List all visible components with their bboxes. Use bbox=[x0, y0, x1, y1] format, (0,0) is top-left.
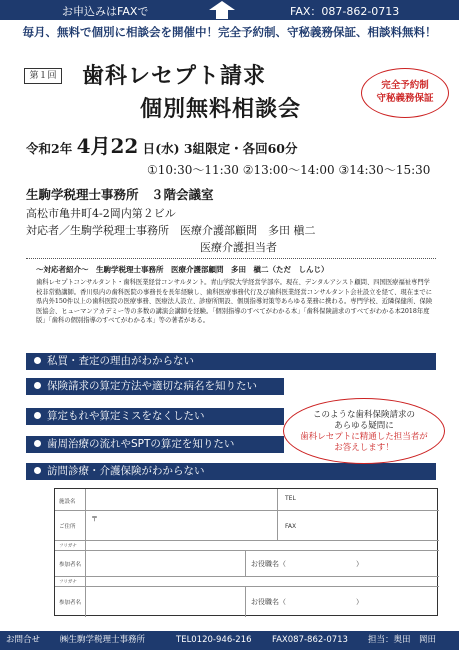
bubble-line-1: このような歯科保険請求の bbox=[312, 410, 415, 420]
stamp-line-1: 完全予約制 bbox=[381, 80, 429, 91]
bullet-icon bbox=[34, 412, 41, 419]
intro-body: 歯科レセプトコンサルタント・歯科医業経営コンサルタント。青山学院大学経営学部卒。現在、デンタルアシスト顧問、四国医療福祉専門学校非常勤講師。香川県内の歯科医院の事務長を長年経験し、歯科医療事務代行及び歯科医業経営コンサルタント会社設立を経て、現在までに県内外150件以上の歯科医院の医療事務、医療法人設立、診療所開設、個別指導対策等あらゆる業務に携わる。専門学校、近隣保健所、保険医協会、ヒューマンアカデミー等の多数の講演会講師を経験。「個別指導のすべてがわかる本」「歯科保険請求のすべてがわかる本2018年度版」「歯科の個別指導のすべてがわかる本」等の著者がある。 bbox=[36, 279, 433, 324]
form-row-participant-1[interactable] bbox=[55, 551, 439, 577]
furigana-label: フリガナ bbox=[59, 544, 77, 549]
bullet-icon bbox=[34, 467, 41, 474]
bullet-icon bbox=[34, 382, 41, 389]
furigana-label: フリガナ bbox=[59, 580, 77, 585]
participant-label: 参加者名 bbox=[59, 600, 82, 606]
issue-label: 訪問診療・介護保険がわからない bbox=[47, 465, 205, 477]
intro-heading: ～対応者紹介～ 生駒学税理士事務所 医療介護部顧問 多田 槇二（ただ しんじ） bbox=[36, 265, 329, 274]
top-bar bbox=[0, 0, 459, 20]
clinic-label: 施設名 bbox=[59, 499, 76, 505]
issue-bar bbox=[26, 463, 436, 480]
issue-bar bbox=[26, 353, 436, 370]
fax-number: FAX：087-862-0713 bbox=[290, 5, 400, 18]
form-column-divider bbox=[245, 587, 246, 617]
address-label: ご住所 bbox=[59, 524, 76, 530]
tel-number[interactable]: TEL0120-946-216 bbox=[176, 635, 252, 645]
date-main: 4月22 bbox=[76, 134, 139, 158]
position-field-1[interactable]: お役職名（ ） bbox=[251, 560, 363, 568]
issue-label: 算定もれや算定ミスをなくしたい bbox=[47, 410, 205, 422]
time-slots: ①10:30～11:30 ②13:00～14:00 ③14:30～15:30 bbox=[147, 163, 431, 177]
apply-by-fax-label: お申込みはFAXで bbox=[62, 5, 149, 18]
form-column-divider bbox=[277, 489, 278, 541]
office-name: ㈱生駒学税理士事務所 bbox=[60, 635, 146, 645]
issue-label: 歯周治療の流れやSPTの算定を知りたい bbox=[47, 438, 235, 450]
form-column-divider bbox=[85, 489, 86, 617]
issue-bar bbox=[26, 408, 284, 425]
tel-label: TEL bbox=[285, 495, 296, 502]
contact-label: お問合せ bbox=[6, 635, 41, 645]
form-row-participant-2[interactable] bbox=[55, 587, 439, 617]
bubble-line-2: あらゆる疑問に bbox=[334, 421, 394, 431]
participant-label: 参加者名 bbox=[59, 562, 82, 568]
promo-banner: 毎月、無料で個別に相談会を開催中！完全予約制、守秘義務保証、相談料無料！ bbox=[22, 25, 437, 39]
position-field-2[interactable]: お役職名（ ） bbox=[251, 598, 363, 606]
fax-application-form bbox=[54, 488, 438, 616]
round-badge: 第１回 bbox=[24, 68, 62, 84]
fax-number-footer[interactable]: FAX087-862-0713 bbox=[272, 635, 348, 645]
postal-mark: 〒 bbox=[91, 515, 98, 523]
responder: 対応者／生駒学税理士事務所 医療介護部顧問 多田 槇二 bbox=[26, 224, 316, 237]
date-prefix: 令和2年 bbox=[26, 141, 73, 156]
fax-label: FAX bbox=[285, 523, 297, 530]
bubble-line-3: 歯科レセプトに精通した担当者が bbox=[300, 432, 428, 442]
bullet-icon bbox=[34, 357, 41, 364]
responder-sub: 医療介護担当者 bbox=[200, 241, 277, 254]
form-row-furigana-2[interactable] bbox=[55, 577, 439, 587]
issue-bar bbox=[26, 378, 284, 395]
bullet-icon bbox=[34, 440, 41, 447]
form-row-furigana-1[interactable] bbox=[55, 541, 439, 551]
arrow-up-icon bbox=[208, 0, 236, 20]
form-row-clinic[interactable] bbox=[55, 489, 439, 511]
form-row-address[interactable] bbox=[55, 511, 439, 541]
stamp-line-2: 守秘義務保証 bbox=[376, 93, 434, 104]
title-line-2: 個別無料相談会 bbox=[140, 96, 302, 122]
title-line-1: 歯科レセプト請求 bbox=[82, 63, 267, 89]
speech-bubble bbox=[283, 398, 445, 464]
form-column-divider bbox=[245, 551, 246, 577]
address: 高松市亀井町4-2岡内第２ビル bbox=[26, 207, 176, 220]
footer-bar bbox=[0, 631, 459, 650]
staff-names: 担当：奥田 岡田 bbox=[368, 635, 437, 645]
reservation-stamp bbox=[361, 68, 449, 118]
issue-label: 私買・査定の理由がわからない bbox=[47, 355, 194, 367]
issue-bar bbox=[26, 436, 284, 453]
bubble-line-4: お答えします！ bbox=[334, 443, 394, 453]
date-weekday: (水) bbox=[155, 141, 180, 156]
venue: 生駒学税理士事務所 ３階会議室 bbox=[26, 187, 214, 202]
issue-label: 保険請求の算定方法や適切な病名を知りたい bbox=[47, 380, 257, 392]
date-day: 日 bbox=[142, 141, 156, 156]
date-suffix: 3組限定・各回60分 bbox=[183, 141, 298, 156]
event-date bbox=[26, 130, 297, 159]
